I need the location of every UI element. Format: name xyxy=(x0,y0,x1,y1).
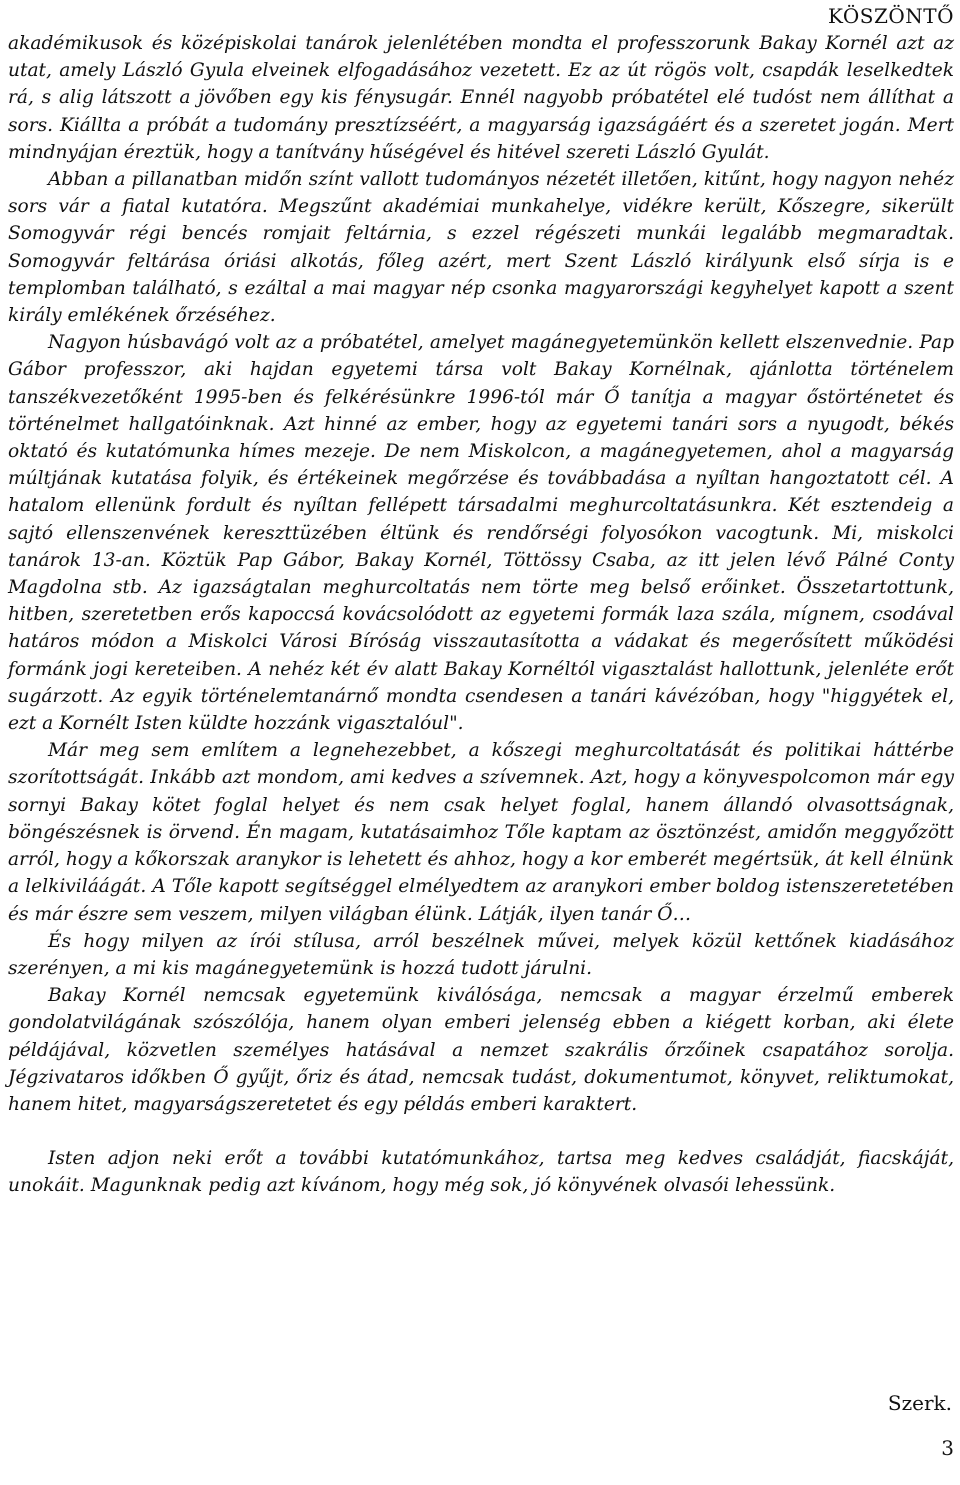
document-page xyxy=(8,0,954,1485)
article-body xyxy=(8,30,954,1200)
paragraph-4: Már meg sem említem a legnehezebbet, a kőszegi meghurcoltatását és politikai háttérbe szorítottságát. Inkább azt mondom, ami kedves a szívemnek. Azt, hogy a könyvespolcomon már egy sornyi Bakay kötet foglal helyet és nem csak helyet foglal, hanem állandó olvasottságnak, böngészésnek is örvend. Én magam, kutatásaimhoz Tőle kaptam az ösztönzést, amidőn meggyőzött arról, hogy a kőkorszak aranykor is lehetett és ahhoz, hogy a kor emberét megértsük, át kell élnünk a lelkiviláágát. A Tőle kapott segítséggel elmélyedtem az aranykori ember boldog istenszeretetében és már észre sem veszem, milyen világban élünk. Látják, ilyen tanár Ő… xyxy=(8,740,954,925)
paragraph-5: És hogy milyen az írói stílusa, arról beszélnek művei, melyek közül kettőnek kiadásához szerényen, a mi kis magánegyetemünk is hozzá tudott járulni. xyxy=(8,930,954,979)
section-title: KÖSZÖNTŐ xyxy=(827,4,954,28)
page-number: 3 xyxy=(941,1436,954,1460)
paragraph-7: Isten adjon neki erőt a további kutatómunkához, tartsa meg kedves családját, fiacskáját, unokáit. Magunknak pedig azt kívánom, hogy még sok, jó könyvének olvasói lehessünk. xyxy=(8,1148,954,1197)
paragraph-6: Bakay Kornél nemcsak egyetemünk kiválósága, nemcsak a magyar érzelmű emberek gondolatvilágának szószólója, hanem olyan emberi jelenség ebben a kiégett korban, aki élete példájával, közvetlen személyes hatásával a nemzet szakrális őrzőinek csapatához sorolja. Jégzivataros időkben Ő gyűjt, őriz és átad, nemcsak tudást, dokumentumot, könyvet, reliktumokat, hanem hitet, magyarságszeretetet és egy példás emberi karaktert. xyxy=(8,985,954,1115)
paragraph-2: Abban a pillanatban midőn színt vallott tudományos nézetét illetően, kitűnt, hogy nagyon nehéz sors vár a fiatal kutatóra. Megszűnt akadémiai munkahelye, vidékre került, Kőszegre, sikerült Somogyvár régi bencés romjait feltárnia, s ezzel régészeti munkái legalább megmaradtak. Somogyvár feltárása óriási alkotás, főleg azért, mert Szent László királyunk első sírja is e templomban található, s ezáltal a mai magyar nép csonka magyarországi kegyhelyet kapott a szent király emlékének őrzéséhez. xyxy=(8,169,954,327)
paragraph-1: akadémikusok és középiskolai tanárok jelenlétében mondta el professzorunk Bakay Kornél azt az utat, amely László Gyula elveinek elfogadásához vezetett. Ez az út rögös volt, csapdák leselkedtek rá, s alig látszott a jövőben egy kis fénysugár. Ennél nagyobb próbatétel elé tudóst nem állíthat a sors. Kiállta a próbát a tudomány presztízséért, a magyarság igazságáért és a szeretet jogán. Mert mindnyájan éreztük, hogy a tanítvány hűségével és hitével szereti László Gyulát. xyxy=(8,33,954,163)
signature: Szerk. xyxy=(887,1391,952,1415)
paragraph-3: Nagyon húsbavágó volt az a próbatétel, amelyet magánegyetemünkön kellett elszenvednie. Pap Gábor professzor, aki hajdan egyetemi társa volt Bakay Kornélnak, ajánlotta történelem tanszékvezetőként 1995-ben és felkérésünkre 1996-tól már Ő tanítja a magyar őstörténetet és történelmet hallgatóinknak. Azt hinné az ember, hogy az egyetemi tanári sors a nyugodt, békés oktató és kutatómunka hímes mezeje. De nem Miskolcon, a magánegyetemen, ahol a magyarság múltjának kutatása folyik, és értékeinek megőrzése és továbbadása a nyíltan hangoztatott cél. A hatalom ellenünk fordult és nyíltan fellépett társadalmi meghurcoltatásunkra. Két esztendeig a sajtó ellenszenvének kereszttüzében éltünk és rendőrségi folyosókon vacogtunk. Mi, miskolci tanárok 13-an. Köztük Pap Gábor, Bakay Kornél, Töttössy Csaba, az itt jelen lévő Pálné Conty Magdolna stb. Az igazságtalan meghurcoltatás nem törte meg belső erőinket. Összetartottunk, hitben, szeretetben erős kapoccsá kovácsolódott az egyetemi formák laza szála, mígnem, csodával határos módon a Miskolci Városi Bíróság visszautasította a vádakat és megerősített működési formánk jogi kereteiben. A nehéz két év alatt Bakay Kornéltól vigasztalást hallottunk, jelenléte erőt sugárzott. Az egyik történelemtanárnő mondta csendesen a tanári kávézóban, hogy "higgyétek el, ezt a Kornélt Isten küldte hozzánk vigasztalóul". xyxy=(8,332,954,735)
